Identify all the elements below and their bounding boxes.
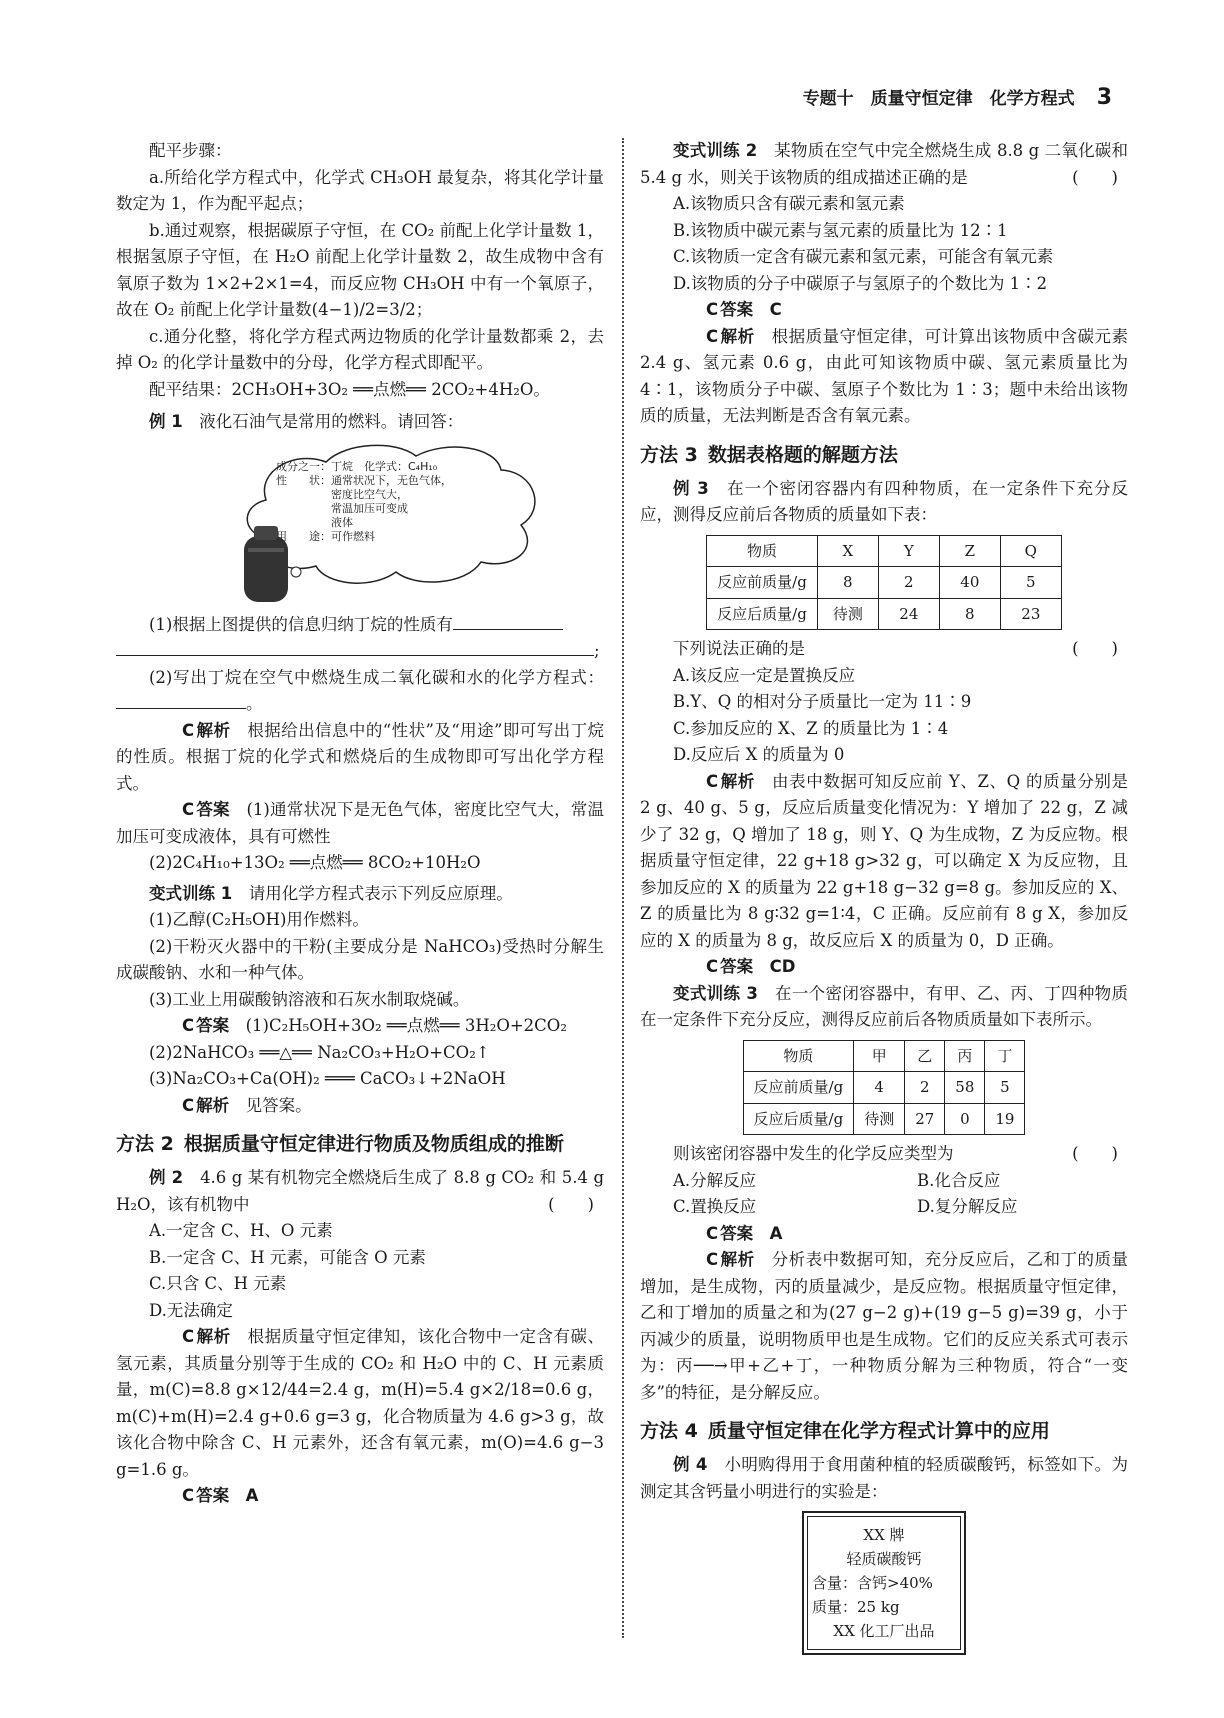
answer-label: C 答案: [149, 800, 230, 819]
question-text: 则该密闭容器中发生的化学反应类型为: [673, 1144, 954, 1163]
answer-label: C 答案: [673, 1224, 753, 1243]
table-cell: 乙: [905, 1040, 945, 1072]
analysis-text: 由表中数据可知反应前 Y、Z、Q 的质量分别是 2 g、40 g、5 g，反应后质量变化情况为：Y 增加了 22 g，Z 减少了 32 g，Q 增加了 18 g，则 Y、Q 为生成物，Z 为反应物。根据质量守恒定律，22 g+18 g>32 g，可以确定 X 为反应物，且参加反应的 X 的质量为 22 g+18 g−32 g=8 g。参加反应的 X、Z 的质量比为 8 g∶32 g=1∶4，C 正确。反应前有 8 g X，参加反应的 X 的质量为 8 g，故反应后 X 的质量为 0，D 正确。: [640, 771, 1129, 950]
answer-paren: ( ): [1072, 167, 1118, 187]
answer-blank[interactable]: [453, 629, 563, 630]
variant-2-analysis: [640, 324, 1128, 430]
table-cell: X: [817, 535, 878, 567]
table-cell: Z: [939, 535, 1000, 567]
table-cell: Q: [1000, 535, 1061, 567]
example-1-answer-2: (2)2C₄H₁₀+13O₂ ══点燃══ 8CO₂+10H₂O: [149, 853, 481, 872]
answer-text: A: [769, 1223, 783, 1243]
table-cell: 0: [945, 1103, 985, 1135]
method-2-number: 方法 2: [116, 1133, 174, 1155]
answer-blank[interactable]: [116, 708, 246, 709]
method-4-number: 方法 4: [640, 1420, 698, 1442]
question-1-line: ;: [116, 638, 604, 665]
cloud-line: 用 途：可作燃料: [276, 529, 375, 543]
option: A.该反应一定是置换反应: [673, 665, 856, 685]
option: B.化合反应: [917, 1170, 1001, 1190]
table-cell: 58: [945, 1072, 985, 1104]
example-2: [116, 1165, 604, 1218]
method-4-heading: [640, 1416, 1128, 1446]
variant-1-q3: (3)工业上用碳酸钠溶液和石灰水制取烧碱。: [149, 989, 470, 1009]
method-3-title: 数据表格题的解题方法: [707, 443, 898, 466]
variant-2: [640, 138, 1128, 191]
option: C.该物质一定含有碳元素和氢元素，可能含有氧元素: [673, 247, 1054, 266]
example-4-text: 小明购得用于食用菌种植的轻质碳酸钙，标签如下。为测定其含钙量小明进行的实验是：: [640, 1455, 1128, 1501]
method-2-heading: [116, 1129, 604, 1159]
table-row: [707, 567, 1062, 599]
variant-2-answer: [640, 297, 1128, 324]
table-row: [743, 1040, 1025, 1072]
table-cell: 待测: [854, 1103, 905, 1135]
answer-text: (1)通常状况下是无色气体，密度比空气大，常温加压可变成液体，具有可燃性: [116, 800, 605, 846]
page-header: [803, 84, 1112, 110]
header-title: 专题十 质量守恒定律 化学方程式: [802, 89, 1075, 109]
option: A.一定含 C、H、O 元素: [149, 1221, 333, 1240]
cloud-line: 密度比空气大，: [276, 487, 408, 501]
example-1-label: 例 1: [149, 412, 183, 431]
answer-paren: ( ): [1072, 639, 1118, 658]
option: C.参加反应的 X、Z 的质量比为 1∶4: [673, 718, 949, 738]
option: A.分解反应: [673, 1170, 757, 1190]
answer-label: C 答案: [149, 1016, 229, 1035]
example-2-label: 例 2: [149, 1168, 184, 1187]
product-label-inner: [807, 1516, 961, 1650]
option: D.复分解反应: [917, 1197, 1018, 1216]
method-3-number: 方法 3: [640, 443, 698, 466]
example-3-text: 在一个密闭容器内有四种物质，在一定条件下充分反应，测得反应前后各物质的质量如下表：: [640, 478, 1129, 524]
variant-1-text: 请用化学方程式表示下列反应原理。: [248, 883, 513, 903]
table-cell: 5: [985, 1072, 1025, 1104]
table-cell: 23: [1000, 598, 1061, 630]
example-2-text: 4.6 g 某有机物完全燃烧后生成了 8.8 g CO₂ 和 5.4 g H₂O，该有机物中: [116, 1168, 605, 1214]
analysis-text: 根据质量守恒定律知，该化合物中一定含有碳、氢元素，其质量分别等于生成的 CO₂ 和 H₂O 中的 C、H 元素质量，m(C)=8.8 g×12/44=2.4 g，m(H)=5.4 g×2/18=0.6 g，m(C)+m(H)=2.4 g+0.6 g=3 g，化合物质量为 4.6 g>3 g，故该化合物中除含 C、H 元素外，还含有氧元素，m(O)=4.6 g−3 g=1.6 g。: [116, 1327, 605, 1479]
data-table-1: [706, 535, 1062, 631]
product-label: [802, 1511, 966, 1655]
option: B.该物质中碳元素与氢元素的质量比为 12∶1: [673, 220, 1008, 240]
analysis-text: 根据给出信息中的“性状”及“用途”即可写出丁烷的性质。根据丁烷的化学式和燃烧后的生成物即可写出化学方程式。: [116, 720, 605, 793]
option: D.该物质的分子中碳原子与氢原子的个数比为 1∶2: [673, 273, 1048, 293]
table-row: [707, 598, 1062, 630]
gas-cylinder-figure: [116, 440, 604, 606]
analysis-label: C 解析: [149, 1096, 229, 1115]
question-1-text: (1)根据上图提供的信息归纳丁烷的性质有: [149, 614, 453, 634]
variant-2-text: 某物质在空气中完全燃烧生成 8.8 g 二氧化碳和 5.4 g 水，则关于该物质的组成描述正确的是: [640, 141, 1129, 187]
example-1: [116, 409, 604, 436]
cloud-text: [276, 460, 452, 544]
table-cell: 甲: [854, 1040, 905, 1072]
variant-1-answer-3: (3)Na₂CO₃+Ca(OH)₂ ═══ CaCO₃↓+2NaOH: [149, 1069, 506, 1088]
step-c: c.通分化整，将化学方程式两边物质的化学计量数都乘 2，去掉 O₂ 的化学计量数中的分母，化学方程式即配平。: [116, 326, 604, 372]
table-cell: 2: [905, 1072, 945, 1104]
label-content: 含量：含钙>40%: [812, 1574, 933, 1592]
options-row: [640, 1194, 1128, 1221]
table-cell: Y: [878, 535, 939, 567]
option: C.置换反应: [673, 1197, 757, 1216]
example-2-answer: [116, 1483, 604, 1510]
table-row: [707, 535, 1062, 567]
table-cell: 40: [939, 567, 1000, 599]
variant-1-label: 变式训练 1: [149, 883, 233, 903]
cloud-line: 液体: [276, 515, 353, 529]
option: A.该物质只含有碳元素和氢元素: [673, 194, 905, 213]
analysis-text: 分析表中数据可知，充分反应后，乙和丁的质量增加，是生成物，丙的质量减少，是反应物。根据质量守恒定律，乙和丁增加的质量之和为(27 g−2 g)+(19 g−5 g)=39 g，小于丙减少的质量，说明物质甲也是生成物。它们的反应关系式可表示为：丙──→甲+乙+丁，一种物质分解为三种物质，符合“一变多”的特征，是分解反应。: [640, 1250, 1129, 1402]
question-1: [116, 612, 604, 639]
method-4-title: 质量守恒定律在化学方程式计算中的应用: [707, 1420, 1050, 1442]
variant-3: [640, 981, 1128, 1034]
example-2-analysis: [116, 1324, 604, 1483]
option: D.反应后 X 的质量为 0: [673, 745, 845, 764]
table-cell: 反应前质量/g: [743, 1072, 854, 1104]
example-1-analysis: [116, 718, 604, 798]
analysis-label: C 解析: [673, 1250, 755, 1269]
example-4-label: 例 4: [673, 1455, 708, 1474]
example-1-text: 液化石油气是常用的燃料。请回答：: [199, 412, 464, 431]
analysis-text: 见答案。: [245, 1095, 312, 1115]
analysis-label: C 解析: [149, 1327, 231, 1346]
example-3: [640, 476, 1128, 529]
table-cell: 4: [854, 1072, 905, 1104]
option: D.无法确定: [149, 1300, 233, 1320]
table-row: [743, 1072, 1025, 1104]
variant-3-analysis: [640, 1247, 1128, 1406]
variant-3-question: [640, 1141, 1128, 1168]
balance-result: 配平结果：2CH₃OH+3O₂ ══点燃══ 2CO₂+4H₂O。: [149, 379, 550, 399]
variant-3-text: 在一个密闭容器中，有甲、乙、丙、丁四种物质在一定条件下充分反应，测得反应前后各物质质量如下表所示。: [640, 983, 1129, 1029]
option: B.一定含 C、H 元素，可能含 O 元素: [149, 1247, 426, 1267]
method-2-title: 根据质量守恒定律进行物质及物质组成的推断: [183, 1133, 564, 1155]
right-column: [640, 138, 1128, 1661]
example-4: [640, 1452, 1128, 1505]
answer-label: C 答案: [673, 300, 753, 319]
table-cell: 待测: [817, 598, 878, 630]
table-cell: 丙: [945, 1040, 985, 1072]
variant-1-q1: (1)乙醇(C₂H₅OH)用作燃料。: [149, 910, 369, 929]
table-cell: 2: [878, 567, 939, 599]
table-cell: 8: [817, 567, 878, 599]
example-3-answer: [640, 954, 1128, 981]
example-1-answer: [116, 797, 604, 850]
table-cell: 反应后质量/g: [743, 1103, 854, 1135]
label-product: 轻质碳酸钙: [846, 1550, 922, 1568]
answer-paren: ( ): [1072, 1144, 1118, 1163]
variant-1-q2: (2)干粉灭火器中的干粉(主要成分是 NaHCO₃)受热时分解生成碳酸钠、水和一种气体。: [116, 936, 604, 982]
table-cell: 5: [1000, 567, 1061, 599]
question-2-text: (2)写出丁烷在空气中燃烧生成二氧化碳和水的化学方程式：: [149, 667, 604, 687]
options-row: [640, 1168, 1128, 1195]
analysis-label: C 解析: [673, 327, 755, 346]
table-cell: 物质: [743, 1040, 854, 1072]
cloud-line: 成分之一：丁烷 化学式：C₄H₁₀: [276, 459, 438, 473]
example-3-analysis: [640, 769, 1128, 955]
variant-3-answer: [640, 1221, 1128, 1248]
answer-text: A: [245, 1486, 259, 1505]
label-mass: 质量：25 kg: [812, 1598, 900, 1616]
answer-paren: ( ): [548, 1194, 594, 1214]
table-cell: 8: [939, 598, 1000, 630]
answer-text: CD: [769, 957, 796, 976]
analysis-label: C 解析: [149, 721, 230, 740]
answer-label: C 答案: [673, 957, 753, 976]
variant-1: [116, 881, 604, 908]
step-b: b.通过观察，根据碳原子守恒，在 CO₂ 前配上化学计量数 1，根据氢原子守恒，在 H₂O 前配上化学计量数 2，故生成物中含有氧原子数为 1×2+2×1=4，而反应物 CH₃OH 中有一个氧原子，故在 O₂ 前配上化学计量数(4−1)/2=3/2；: [116, 220, 604, 319]
label-maker: XX 化工厂出品: [833, 1622, 935, 1640]
cloud-line: 性 状：通常状况下，无色气体，: [276, 473, 452, 487]
answer-blank[interactable]: [116, 655, 594, 656]
method-3-heading: [640, 440, 1128, 470]
variant-3-label: 变式训练 3: [673, 983, 758, 1003]
table-cell: 24: [878, 598, 939, 630]
example-3-question: [640, 636, 1128, 663]
data-table-2: [743, 1040, 1026, 1136]
answer-text: C: [769, 300, 782, 319]
question-2: (2)写出丁烷在空气中燃烧生成二氧化碳和水的化学方程式：。: [116, 665, 604, 718]
option: C.只含 C、H 元素: [149, 1274, 287, 1293]
question-text: 下列说法正确的是: [673, 639, 805, 658]
variant-1-answer-2: (2)2NaHCO₃ ══△══ Na₂CO₃+H₂O+CO₂↑: [149, 1042, 490, 1062]
variant-2-label: 变式训练 2: [673, 141, 758, 160]
answer-label: C 答案: [149, 1486, 229, 1505]
option: B.Y、Q 的相对分子质量比一定为 11∶9: [673, 692, 972, 711]
table-cell: 物质: [707, 535, 818, 567]
table-cell: 19: [985, 1103, 1025, 1135]
table-cell: 丁: [985, 1040, 1025, 1072]
example-3-label: 例 3: [673, 478, 709, 498]
variant-1-analysis: [116, 1093, 604, 1120]
steps-title: 配平步骤：: [149, 141, 232, 160]
analysis-text: 根据质量守恒定律，可计算出该物质中含碳元素 2.4 g、氢元素 0.6 g，由此可知该物质中碳、氢元素质量比为 4∶1，该物质分子中碳、氢原子个数比为 1∶3；题中未给出该物质的质量，无法判断是否含有氧元素。: [640, 326, 1129, 425]
left-column: [116, 138, 604, 1510]
table-cell: 27: [905, 1103, 945, 1135]
column-divider: [622, 138, 624, 1638]
table-cell: 反应前质量/g: [707, 567, 818, 599]
variant-1-answer: [116, 1013, 604, 1040]
label-brand: XX 牌: [863, 1526, 905, 1544]
table-row: [743, 1103, 1025, 1135]
answer-text: (1)C₂H₅OH+3O₂ ══点燃══ 3H₂O+2CO₂: [245, 1016, 567, 1035]
step-a: a.所给化学方程式中，化学式 CH₃OH 最复杂，将其化学计量数定为 1，作为配平起点；: [116, 167, 604, 213]
table-cell: 反应后质量/g: [707, 598, 818, 630]
cloud-line: 常温加压可变成: [276, 501, 408, 515]
analysis-label: C 解析: [673, 772, 755, 791]
page-number: 3: [1096, 85, 1112, 110]
